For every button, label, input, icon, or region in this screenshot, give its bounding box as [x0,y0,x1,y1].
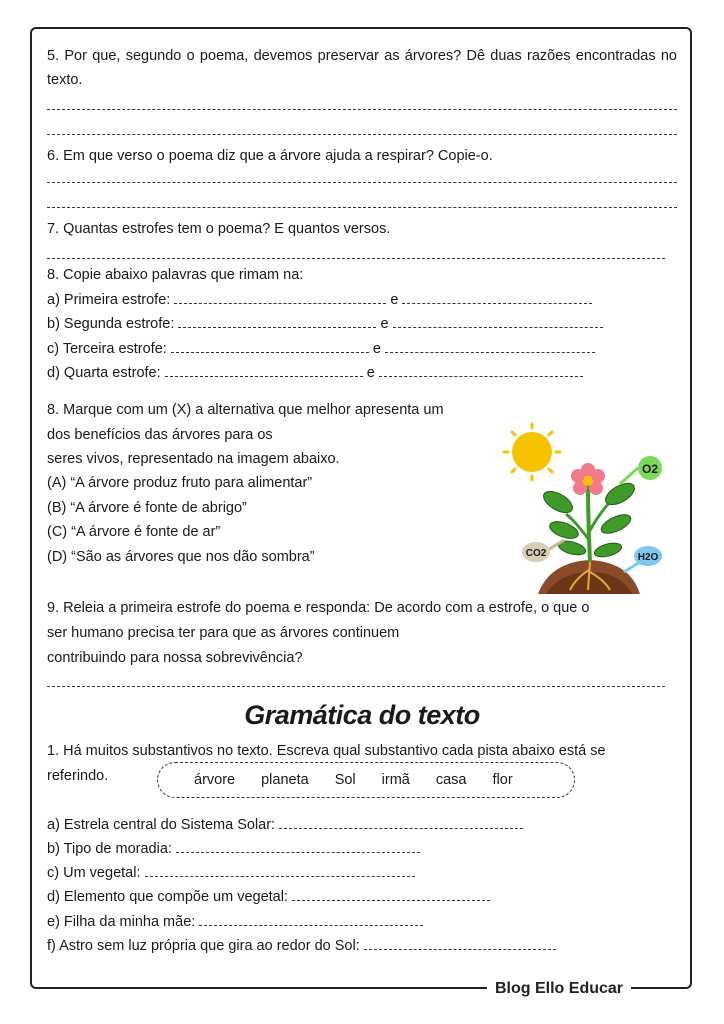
answer-line[interactable] [47,182,677,183]
answer-blank[interactable] [145,862,415,877]
plant-photosynthesis-illustration [500,422,670,598]
water-bubble-icon [624,546,662,572]
answer-blank[interactable] [178,313,376,328]
answer-blank[interactable] [174,289,386,304]
answer-blank[interactable] [279,814,523,829]
option-b[interactable]: (B) “A árvore é fonte de abrigo” [47,500,247,516]
svg-text:O2: O2 [641,462,659,476]
word-bank-item: flor [492,772,513,788]
question-8-choice-cont: seres vivos, representado na imagem abaixo. [47,451,340,467]
answer-blank[interactable] [176,838,420,853]
rhyme-row-d: d) Quarta estrofe: e [47,361,583,385]
question-9: 9. Releia a primeira estrofe do poema e responda: De acordo com a estrofe, o que o [47,600,590,616]
rhyme-row-a: a) Primeira estrofe: e [47,288,592,312]
plant-stem [588,482,590,562]
answer-blank[interactable] [165,362,363,377]
question-8-choice-cont: dos benefícios das árvores para os [47,427,273,443]
clue-c: c) Um vegetal: [47,861,415,885]
footer-brand: Blog Ello Educar [487,980,631,998]
answer-line[interactable] [47,109,677,110]
answer-blank[interactable] [379,362,583,377]
word-bank-item: árvore [194,772,236,788]
word-bank-item: planeta [261,772,309,788]
answer-line[interactable] [47,207,677,208]
option-a[interactable]: (A) “A árvore produz fruto para alimentar” [47,475,313,491]
clue-b: b) Tipo de moradia: [47,837,420,861]
answer-blank[interactable] [402,289,592,304]
rhyme-row-b: b) Segunda estrofe: e [47,312,603,336]
svg-text:CO2: CO2 [525,548,547,559]
question-8-choice: 8. Marque com um (X) a alternativa que melhor apresenta um [47,402,444,418]
question-7: 7. Quantas estrofes tem o poema? E quantos versos. [47,221,391,237]
question-8-rhymes: 8. Copie abaixo palavras que rimam na: [47,267,304,283]
answer-blank[interactable] [393,313,603,328]
grammar-question-1-cont: referindo. [47,768,109,784]
clue-e: e) Filha da minha mãe: [47,910,423,934]
sun-icon [504,424,560,480]
clue-d: d) Elemento que compõe um vegetal: [47,885,490,909]
section-title: Gramática do texto [244,700,480,730]
answer-line[interactable] [47,134,677,135]
question-5: 5. Por que, segundo o poema, devemos preservar as árvores? Dê duas razões encontradas no texto. [47,48,677,88]
word-bank [157,762,575,798]
question-9-cont: contribuindo para nossa sobrevivência? [47,650,303,666]
question-9-cont: ser humano precisa ter para que as árvores continuem [47,625,400,641]
word-bank-item: irmã [381,772,410,788]
svg-text:H2O: H2O [637,552,659,563]
answer-blank[interactable] [171,338,369,353]
oxygen-bubble-icon [620,456,662,484]
word-bank-item: Sol [334,772,356,788]
grammar-question-1: 1. Há muitos substantivos no texto. Escreva qual substantivo cada pista abaixo está se [47,743,606,759]
clue-f: f) Astro sem luz própria que gira ao redor do Sol: [47,934,556,958]
option-c[interactable]: (C) “A árvore é fonte de ar” [47,524,221,540]
answer-line[interactable] [47,686,665,687]
word-bank-item: casa [435,772,467,788]
rhyme-row-c: c) Terceira estrofe: e [47,337,595,361]
question-6: 6. Em que verso o poema diz que a árvore ajuda a respirar? Copie-o. [47,148,493,164]
co2-bubble-icon [522,540,564,562]
answer-blank[interactable] [292,886,490,901]
answer-blank[interactable] [199,911,423,926]
answer-blank[interactable] [364,935,556,950]
answer-blank[interactable] [385,338,595,353]
option-d[interactable]: (D) “São as árvores que nos dão sombra” [47,549,315,565]
clue-a: a) Estrela central do Sistema Solar: [47,813,523,837]
answer-line[interactable] [47,258,665,259]
